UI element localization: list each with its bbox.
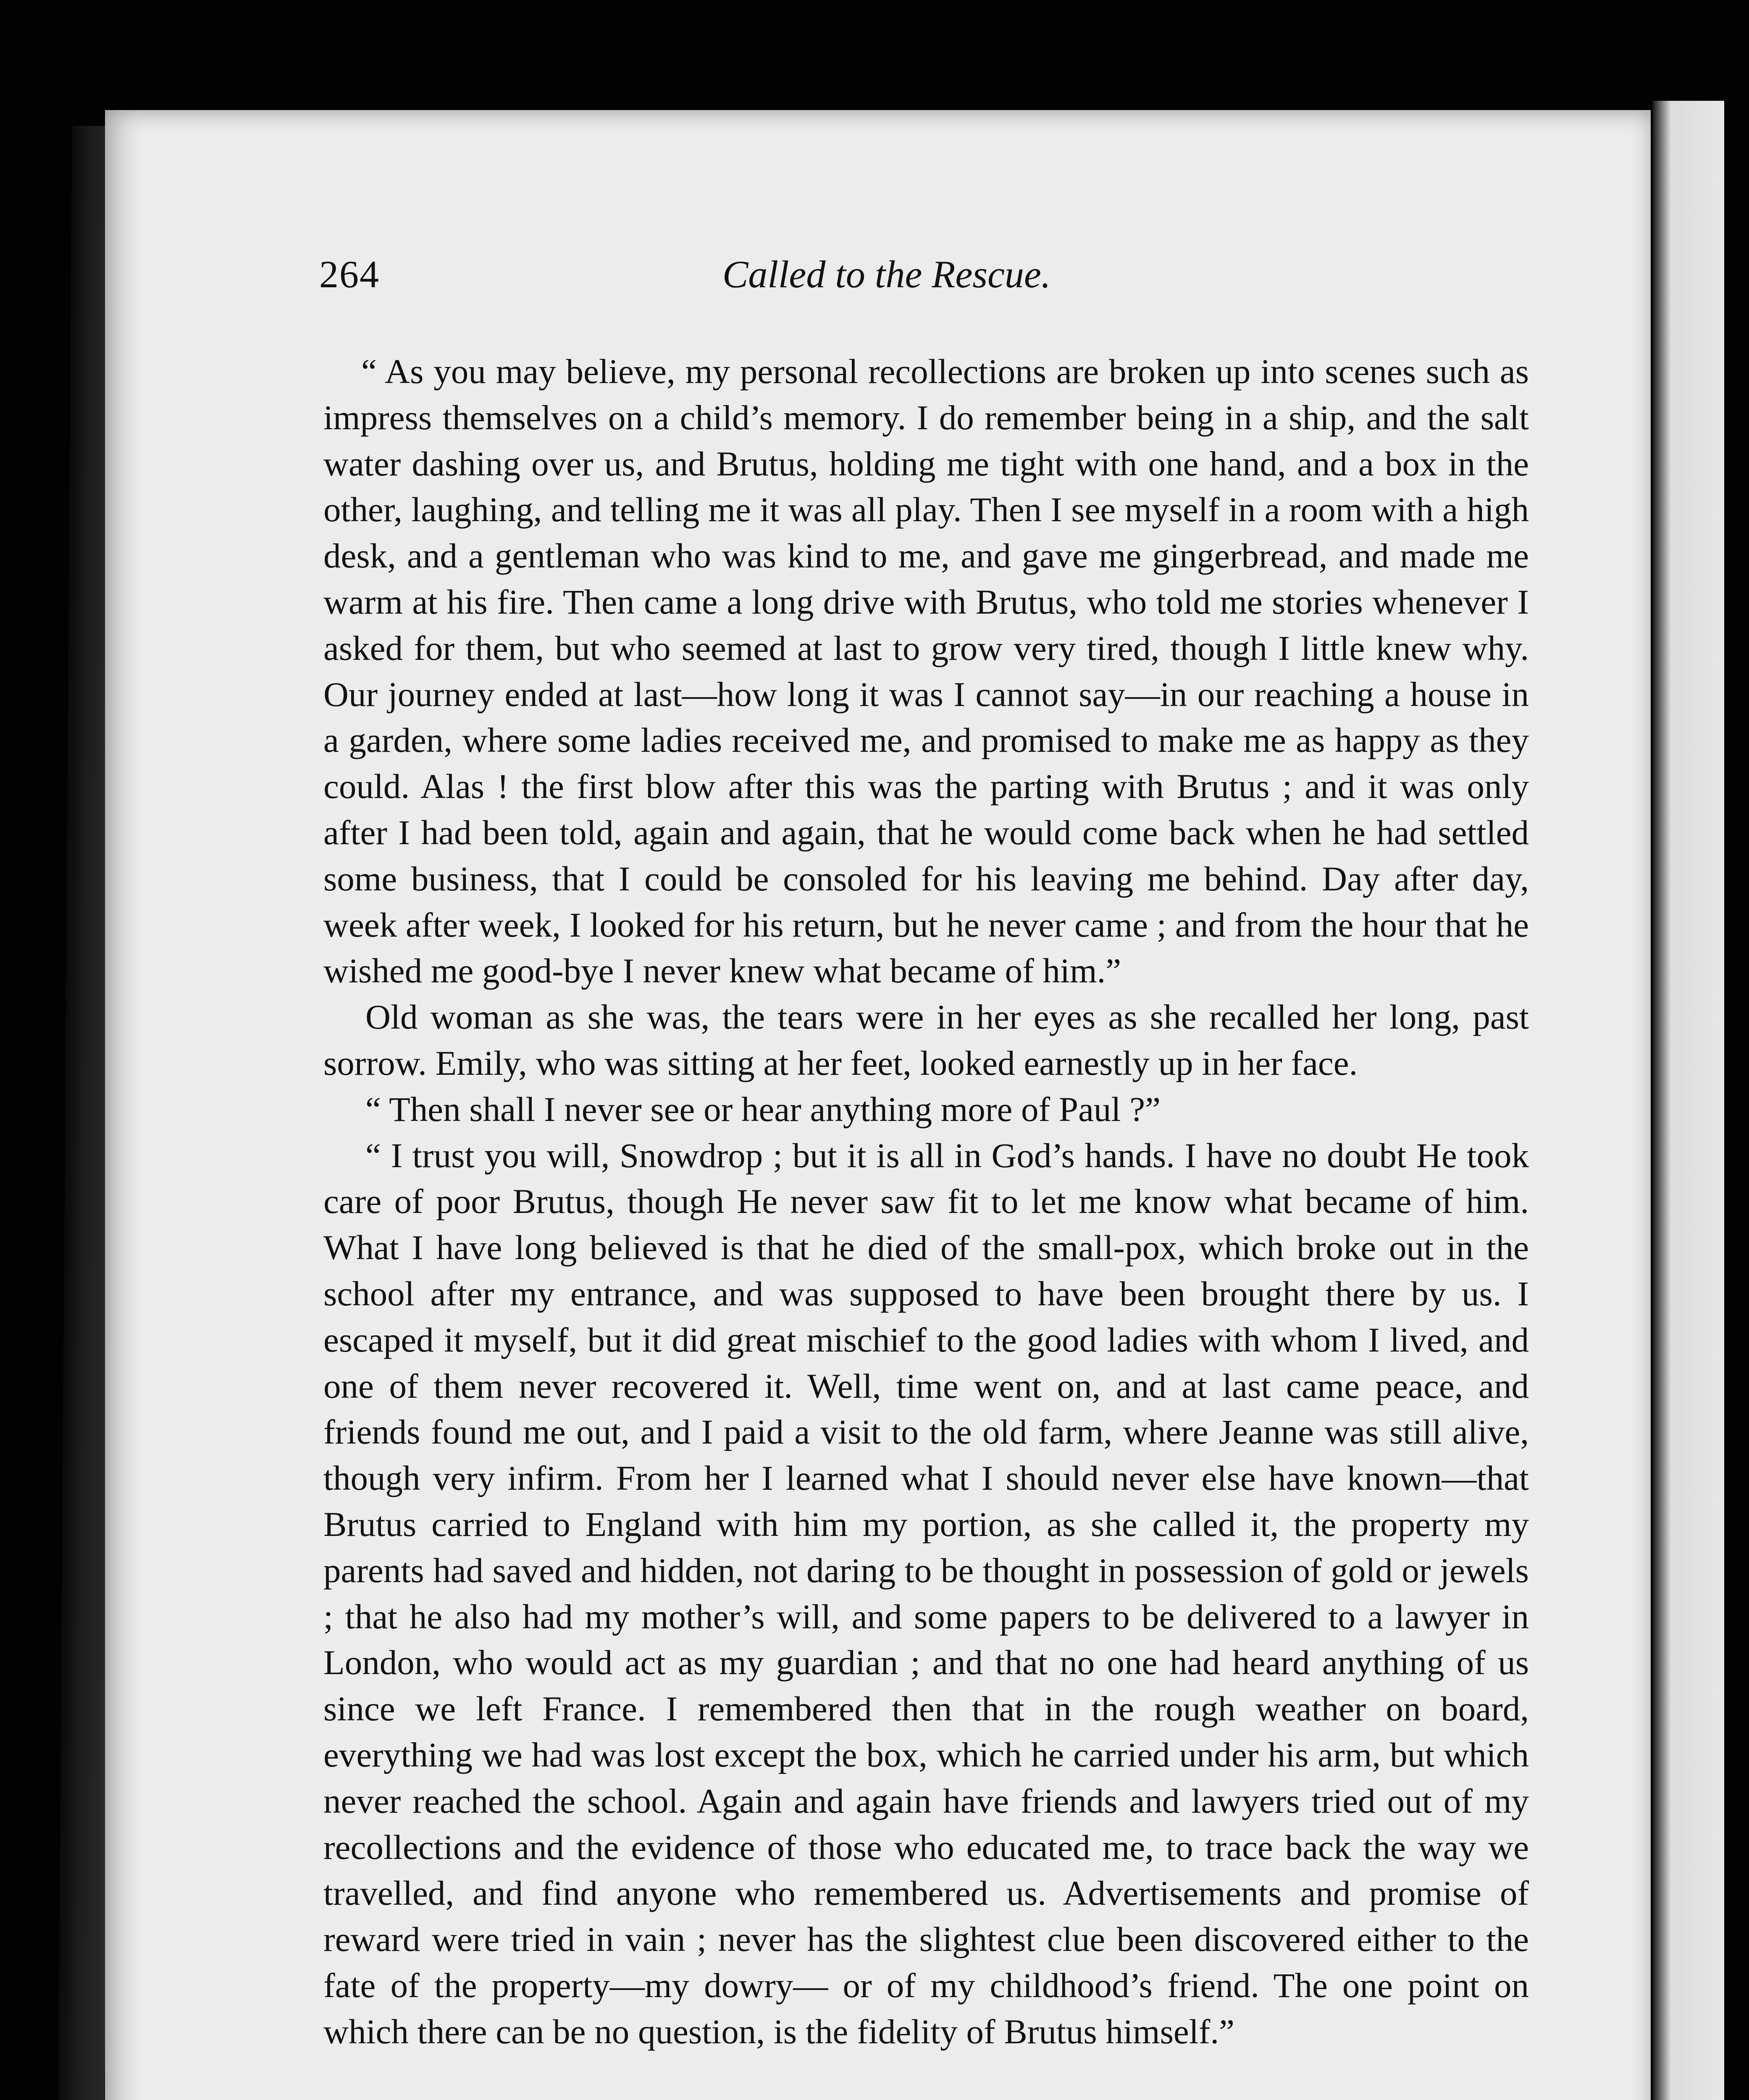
paragraph: Old woman as she was, the tears were in her eyes as she recalled her long, past sorrow. Emily, who was sitting at her feet, looked earnestly up in her face. [323,998,1529,1082]
paragraph: “ I trust you will, Snowdrop ; but it is all in God’s hands. I have no doubt He took care of poor Brutus, though He never saw fit to let me know what became of him. What I have long believed is that he died of the small-pox, which broke out in the school after my entrance, and was supposed to have been brought there by us. I escaped it myself, but it did great mischief to the good ladies with whom I lived, and one of them never recovered it. Well, time went on, and at last came peace, and friends found me out, and I paid a visit to the old farm, where Jeanne was still alive, though very infirm. From her I learned what I should never else have known—that Brutus carried to England with him my portion, as she called it, the property my parents had saved and hidden, not daring to be thought in possession of gold or jewels ; that he also had my mother’s will, and some papers to be delivered to a lawyer in London, who would act as my guardian ; and that no one had heard anything of us since we left France. I remembered then that in the rough weather on board, everything we had was lost except the box, which he carried under his arm, but which never reached the school. Again and again have friends and lawyers tried out of my recollections and the evidence of those who educated me, to trace back the way we travelled, and find anyone who remembered us. Advertisements and promise of reward were tried in vain ; never has the slightest clue been discovered either to the fate of the property—my dowry— or of my childhood’s friend. The one point on which there can be no question, is the fidelity of Brutus himself.” [323,1136,1529,2051]
paragraph: “ Then shall I never see or hear anything more of Paul ?” [365,1089,1161,1129]
running-head: Called to the Rescue. [722,253,1051,296]
facing-page-edge [1653,101,1724,2100]
page-body [323,349,1529,2055]
page-header [319,252,1537,307]
paragraph: “ As you may believe, my personal recollections are broken up into scenes such as impress themselves on a child’s memory. I do remember being in a ship, and the salt water dashing over us, and Brutus, holding me tight with one hand, and a box in the other, laughing, and telling me it was all play. Then I see myself in a room with a high desk, and a gentleman who was kind to me, and gave me gingerbread, and made me warm at his fire. Then came a long drive with Brutus, who told me stories whenever I asked for them, but who seemed at last to grow very tired, though I little knew why. Our journey ended at last—how long it was I cannot say—in our reaching a house in a garden, where some ladies received me, and promised to make me as happy as they could. Alas ! the first blow after this was the parting with Brutus ; and it was only after I had been told, again and again, that he would come back when he had settled some business, that I could be consoled for his leaving me behind. Day after day, week after week, I looked for his return, but he never came ; and from the hour that he wished me good-bye I never knew what became of him.” [323,352,1529,990]
page-number: 264 [319,253,380,296]
